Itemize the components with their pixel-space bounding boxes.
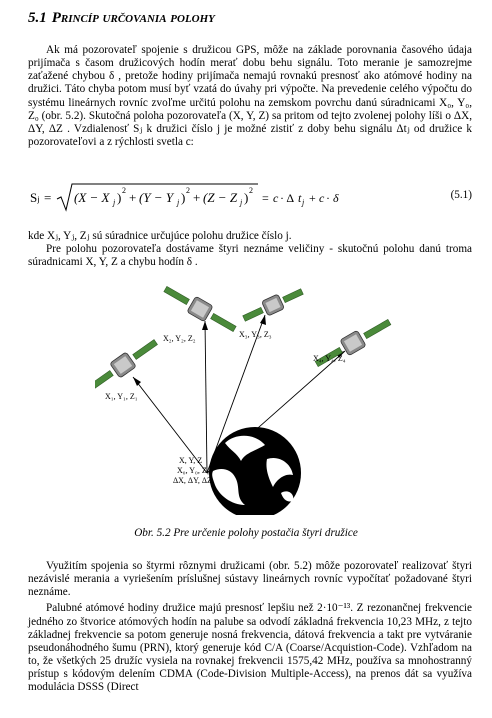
satellite-4-icon [312,314,394,372]
section-title: Princíp určovania polohy [51,10,215,26]
svg-text:+: + [129,190,137,205]
svg-text:δ: δ [333,191,339,205]
paragraph-intro-text: Ak má pozorovateľ spojenie s družicou GPS, môže na základe porovnania časového údaja prijímača s časom družicových hodín merať dobu behu signálu. Toto meranie je samozrejme zaťažené chybou δ , pretože hodiny prijímača nemajú rovnakú presnosť ako atómové hodiny na družici. Táto chyba potom musí byť vzatá do úvahy pri výpočte. Na prevedenie celého výpočtu do systému lineárnych rovníc zvoľme určitú polohu na zemskom povrchu danú súradnicami X₀, Y₀, Z₀ (obr. 5.2). Skutočná poloha pozorovateľa (X, Y, Z) sa pritom od tejto zvolenej polohy líši o ΔX, ΔY, ΔZ . Vzdialenosť Sⱼ k družici číslo j je možné zistiť z doby behu signálu Δtⱼ od družice k pozorovateľovi a z rýchlosti svetla c: [28,44,472,149]
equation-number: (5.1) [450,189,472,201]
observer-label-xyz: X, Y, Z [179,456,203,465]
svg-text:=: = [44,190,52,205]
paragraph-unknowns-text: Pre polohu pozorovateľa dostávame štyri neznáme veličiny - skutočnú polohu danú troma súradnicami X, Y, Z a chybu hodín δ . [28,243,472,269]
svg-text:c: c [273,191,279,205]
paragraph-four-satellites-text: Využitím spojenia so štyrmi rôznymi družicami (obr. 5.2) môže pozorovateľ realizovať štyri nezávislé merania a vyriešením príslušnej sústavy lineárnych rovníc vypočítať požadované štyri neznáme. [28,560,472,599]
svg-text:): ) [244,190,249,205]
paragraph-four-satellites [28,560,472,695]
equation-5-1 [28,181,472,215]
svg-text:+: + [193,190,201,205]
svg-text:·: · [326,191,330,205]
svg-text:): ) [117,190,122,205]
sat-4-coord-label: X₄, Y₄, Z₄ [313,354,346,363]
satellite-1-icon [95,335,161,396]
equation-lhs: Sⱼ [30,190,40,205]
observer-label-delta: ΔX, ΔY, ΔZ [173,476,212,485]
svg-text:2: 2 [249,186,253,195]
observer-label-x0y0z0: X₀, Y₀, Z₀ [177,466,210,475]
earth-globe-icon [209,427,301,515]
sat-1-coord-label: X₁, Y₁, Z₁ [105,392,138,401]
svg-text:2: 2 [122,186,126,195]
figure-satellites [95,283,405,515]
section-heading [28,10,215,27]
svg-text:(Z − Z: (Z − Z [203,190,238,205]
svg-text:+: + [309,191,316,205]
figure-caption: Obr. 5.2 Pre určenie polohy postačia štyri družice [134,527,358,539]
paragraph-atomic-clocks-text: Palubné atómové hodiny družice majú presnosť lepšiu než 2·10⁻¹³. Z rezonančnej frekvencie jedného zo štvorice atómových hodín na palube sa odvodí základná frekvencia 10,23 MHz, z tejto základnej frekvencie sa potom generuje nosná frekvencia, dátová frekvencia a takt pre vytváranie pseudonáhodného šumu (PRN), ktorý generuje kód C/A (Coarse/Acquistion-Code). Vzhľadom na to, že všetkých 25 družíc vysiela na rovnakej frekvencii 1575,42 MHz, používa sa mnohostranný prístup s kódovým delením CDMA (Code-Division Multiple-Access), na prenos dát sa využíva modulácia DSSS (Direct [28,602,472,694]
paragraph-coordinates-text: kde Xⱼ, Yⱼ, Zⱼ sú súradnice určujúce polohu družice číslo j. [28,230,292,242]
svg-text:2: 2 [186,186,190,195]
svg-text:j: j [177,198,180,207]
svg-text:t: t [298,191,302,205]
sat-2-coord-label: X₂, Y₂, Z₂ [163,334,196,343]
svg-text:): ) [181,190,186,205]
satellite-3-icon [241,284,306,326]
paragraph-intro [28,44,472,149]
svg-text:· Δ: · Δ [280,191,295,205]
svg-text:=: = [262,191,269,205]
equation-graphic [28,181,428,215]
svg-text:(Y − Y: (Y − Y [139,190,174,205]
svg-text:(X − X: (X − X [74,190,110,205]
svg-text:j: j [240,198,243,207]
section-number: 5.1 [28,10,47,26]
satellite-2-icon [161,283,239,337]
sat-3-coord-label: X₃, Y₃, Z₃ [239,330,272,339]
paragraph-coordinates [28,230,472,269]
svg-text:c: c [319,191,325,205]
svg-text:j: j [302,198,305,207]
svg-text:j: j [113,198,116,207]
